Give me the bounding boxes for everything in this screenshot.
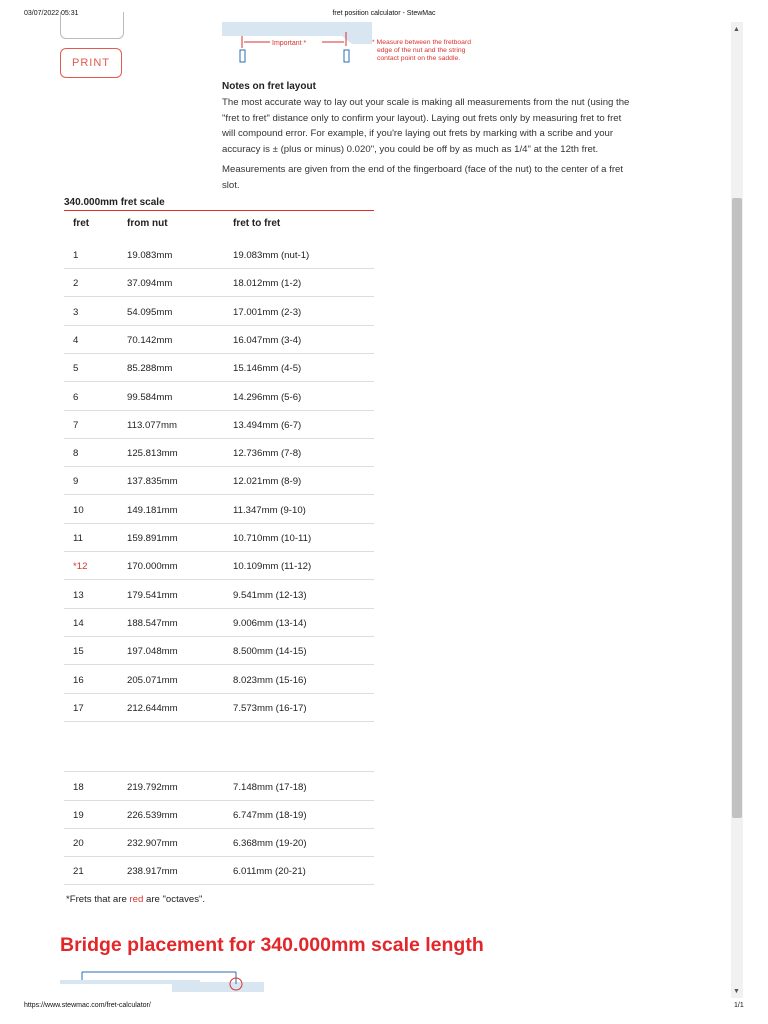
- cell-fret: 4: [73, 334, 79, 346]
- cell-from-nut: 238.917mm: [127, 866, 178, 877]
- cell-fret-to-fret: 17.001mm (2-3): [233, 306, 302, 318]
- table-row: [64, 665, 374, 694]
- cell-fret: 7: [73, 419, 79, 431]
- table-row: [64, 297, 374, 326]
- scrollbar-thumb[interactable]: [732, 198, 742, 818]
- octave-footnote: *Frets that are red are "octaves".: [66, 894, 206, 905]
- cell-fret-to-fret: 8.500mm (14-15): [233, 646, 307, 658]
- page-break-rule: [64, 771, 374, 772]
- scroll-down-arrow-icon[interactable]: ▼: [733, 988, 740, 995]
- cell-fret-to-fret: 14.296mm (5-6): [233, 391, 302, 403]
- cell-from-nut: 205.071mm: [127, 674, 178, 686]
- cell-fret: 1: [73, 250, 79, 261]
- cell-fret-to-fret: 13.494mm (6-7): [233, 419, 302, 431]
- cell-fret: 16: [73, 674, 84, 686]
- cell-fret-to-fret: 7.148mm (17-18): [233, 782, 307, 793]
- bridge-diagram: [60, 966, 270, 994]
- table-row: [64, 800, 374, 829]
- cell-fret-to-fret: 11.347mm (9-10): [233, 504, 306, 516]
- col-header-from-nut: from nut: [127, 218, 168, 229]
- cell-fret-to-fret: 12.021mm (8-9): [233, 476, 302, 488]
- cell-fret: 14: [73, 617, 84, 629]
- cell-fret: 3: [73, 306, 79, 318]
- cell-fret-to-fret: 6.368mm (19-20): [233, 838, 307, 849]
- table-row: [64, 523, 374, 552]
- table-row: [64, 466, 374, 495]
- cell-fret-to-fret: 10.109mm (11-12): [233, 561, 312, 573]
- cell-fret-to-fret: 9.006mm (13-14): [233, 617, 307, 629]
- cell-fret: 9: [73, 476, 79, 488]
- cell-fret-to-fret: 18.012mm (1-2): [233, 278, 302, 290]
- cell-from-nut: 37.094mm: [127, 278, 173, 290]
- cell-fret-to-fret: 10.710mm (10-11): [233, 533, 312, 544]
- cell-fret-to-fret: 12.736mm (7-8): [233, 448, 302, 460]
- table-row: [64, 772, 374, 801]
- cell-from-nut: 170.000mm: [127, 561, 178, 573]
- cell-from-nut: 54.095mm: [127, 306, 173, 318]
- print-page-title: fret position calculator - StewMac: [332, 10, 436, 17]
- cell-from-nut: 137.835mm: [127, 476, 178, 488]
- table-row: [64, 856, 374, 885]
- cell-fret-to-fret: 15.146mm (4-5): [233, 363, 302, 375]
- cell-fret: *12: [73, 561, 88, 573]
- diagram-note-line-3: contact point on the saddle.: [377, 55, 461, 62]
- important-label: Important *: [272, 40, 307, 47]
- table-row: [64, 828, 374, 857]
- diagram-note-line-2: edge of the nut and the string: [377, 47, 466, 54]
- cell-from-nut: 113.077mm: [127, 419, 177, 431]
- cell-fret-to-fret: 19.083mm (nut-1): [233, 250, 310, 261]
- table-row: [64, 580, 374, 609]
- table-row: [64, 608, 374, 637]
- print-button[interactable]: PRINT: [60, 48, 122, 78]
- cell-from-nut: 70.142mm: [127, 334, 173, 346]
- table-row: [64, 353, 374, 382]
- cell-from-nut: 226.539mm: [127, 810, 178, 821]
- cell-from-nut: 232.907mm: [127, 838, 178, 849]
- table-title: 340.000mm fret scale: [64, 197, 165, 208]
- cell-fret-to-fret: 9.541mm (12-13): [233, 589, 307, 601]
- cell-from-nut: 159.891mm: [127, 533, 178, 544]
- table-row: [64, 325, 374, 354]
- cell-fret: 11: [73, 533, 83, 544]
- cell-from-nut: 219.792mm: [127, 782, 178, 793]
- nut-saddle-diagram: [222, 22, 502, 70]
- cell-from-nut: 19.083mm: [127, 250, 173, 261]
- cell-fret: 5: [73, 363, 79, 375]
- button-outline-top[interactable]: [60, 12, 124, 39]
- table-title-rule: [64, 210, 374, 211]
- cell-fret-to-fret: 8.023mm (15-16): [233, 674, 307, 686]
- diagram-note-line-1: * Measure between the fretboard: [372, 39, 471, 46]
- cell-fret: 15: [73, 646, 84, 658]
- cell-fret: 13: [73, 589, 84, 601]
- cell-fret: 6: [73, 391, 79, 403]
- cell-from-nut: 179.541mm: [127, 589, 178, 601]
- table-row: [64, 410, 374, 439]
- print-url: https://www.stewmac.com/fret-calculator/: [24, 1002, 151, 1009]
- table-row: [64, 268, 374, 297]
- cell-fret: 10: [73, 504, 84, 516]
- cell-fret-to-fret: 6.747mm (18-19): [233, 810, 307, 821]
- cell-fret: 2: [73, 278, 79, 290]
- cell-fret-to-fret: 7.573mm (16-17): [233, 702, 307, 714]
- table-row: [64, 240, 374, 269]
- cell-from-nut: 188.547mm: [127, 617, 178, 629]
- cell-from-nut: 85.288mm: [127, 363, 173, 375]
- bridge-placement-heading: Bridge placement for 340.000mm scale length: [60, 934, 484, 956]
- notes-paragraph-1: The most accurate way to lay out your scale is making all measurements from the nut (using the "fret to fret" distance only to confirm your layout). Laying out frets only by measuring fret to fret will compound error. For example, if you're laying out frets by marking with a scribe and your accuracy is ± (plus or minus) 0.020", you could be off by as much as 1/4" at the 12th fret.: [222, 97, 630, 155]
- notes-paragraph-2: Measurements are given from the end of the fingerboard (face of the nut) to the center of a fret slot.: [222, 164, 624, 191]
- print-page-number: 1/1: [734, 1002, 744, 1009]
- cell-from-nut: 149.181mm: [127, 504, 178, 516]
- cell-fret: 17: [73, 702, 84, 714]
- cell-fret: 20: [73, 838, 84, 849]
- col-header-fret: fret: [73, 218, 90, 229]
- table-row: [64, 693, 374, 722]
- cell-fret: 21: [73, 866, 84, 877]
- notes-title: Notes on fret layout: [222, 81, 316, 92]
- cell-fret: 19: [73, 810, 84, 821]
- cell-fret: 8: [73, 448, 79, 460]
- cell-from-nut: 197.048mm: [127, 646, 178, 658]
- scroll-up-arrow-icon[interactable]: ▲: [733, 26, 740, 33]
- table-row: [64, 551, 374, 580]
- table-row: [64, 636, 374, 665]
- table-row: [64, 438, 374, 467]
- cell-fret-to-fret: 16.047mm (3-4): [233, 334, 302, 346]
- print-datetime: 03/07/2022 05:31: [24, 10, 79, 17]
- cell-from-nut: 125.813mm: [127, 448, 178, 460]
- col-header-fret-to-fret: fret to fret: [233, 218, 281, 229]
- cell-fret-to-fret: 6.011mm (20-21): [233, 866, 306, 877]
- cell-from-nut: 212.644mm: [127, 702, 178, 714]
- cell-fret: 18: [73, 782, 84, 793]
- table-row: [64, 495, 374, 524]
- cell-from-nut: 99.584mm: [127, 391, 173, 403]
- table-row: [64, 382, 374, 411]
